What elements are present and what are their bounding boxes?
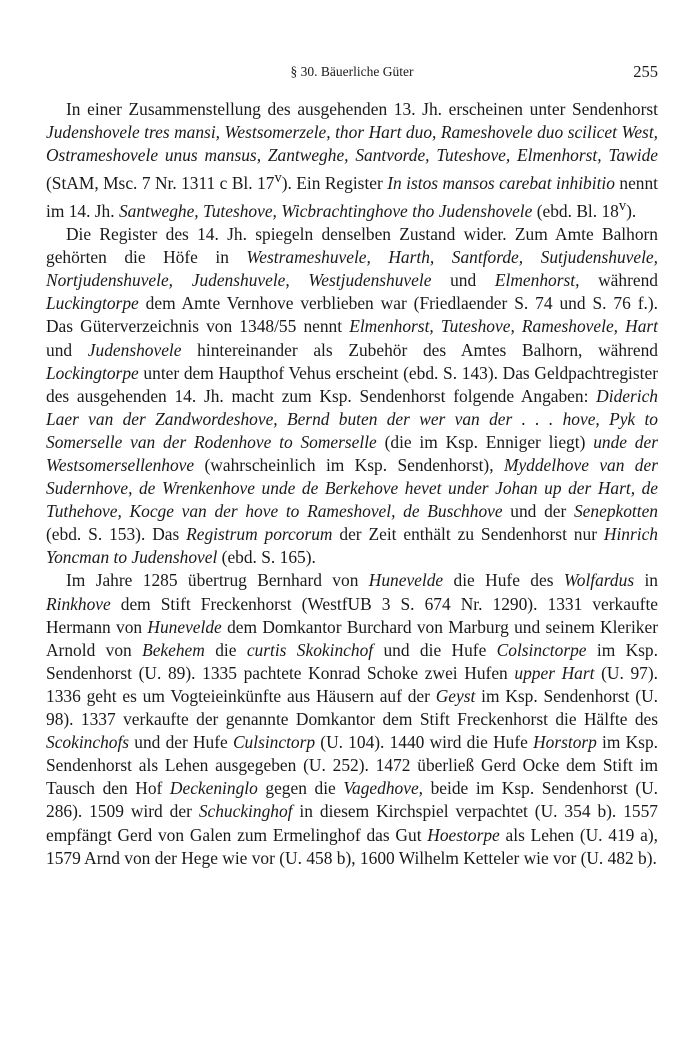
italic-term: Elmenhorst, Tuteshove, Rameshovele, Hart [349, 316, 658, 337]
superscript: v [618, 198, 627, 215]
italic-term: Westrameshuvele, Harth, Santforde, Sutjudenshuvele, Nortjudenshuvele, Judenshuvele, Westjudenshuvele [46, 247, 658, 291]
text-run: (StAM, Msc. 7 Nr. 1311 c Bl. 17 [46, 173, 275, 194]
superscript: v [274, 170, 282, 187]
italic-term: Hinrich Yoncman to Judenshovel [46, 524, 658, 568]
paragraph-2 [46, 223, 658, 569]
italic-term: Colsinctorpe [496, 639, 587, 660]
italic-term: Hoestorpe [427, 824, 500, 845]
text-run: und die Hufe [373, 639, 497, 660]
italic-term: Judenshovele tres mansi, Westsomerzele, thor Hart duo, Rameshovele duo scilicet West, Ostrameshovele unus mansus, Zantweghe, Santvorde, Tuteshove, Elmenhorst, Tawide [46, 122, 658, 166]
italic-term: Hunevelde [368, 570, 444, 591]
text-run: in diesem Kirchspiel verpachtet (U. 354 b). 1557 empfängt Gerd von Galen zum Ermelinghof das Gut [46, 801, 658, 845]
text-run: nennt im 14. Jh. [46, 173, 659, 221]
paragraph-1 [46, 98, 658, 223]
italic-term: Culsinctorp [232, 732, 316, 753]
italic-term: Horstorp [533, 732, 597, 753]
text-run: beide im Ksp. Sendenhorst (U. 286). 1509 wird der [46, 778, 659, 822]
text-run: dem Domkantor Burchard von Marburg und seinem Kleriker Arnold von [46, 616, 658, 660]
italic-term: unde der Westsomersellenhove [46, 431, 658, 475]
text-run: und der [502, 501, 574, 522]
text-run: als Lehen (U. 419 a), 1579 Arnd von der Hege wie vor (U. 458 b), 1600 Wilhelm Ketteler wie vor (U. 482 b). [46, 824, 658, 868]
text-run: Im Jahre 1285 übertrug Bernhard von [66, 570, 369, 591]
text-run: in [634, 570, 658, 591]
text-run: unter dem Haupthof Vehus erscheint (ebd. S. 143). Das Geldpachtregister des ausgehenden 14. Jh. macht zum Ksp. Sendenhorst folgende Angaben: [46, 362, 658, 406]
text-run: In einer Zusammenstellung des ausgehenden 13. Jh. erscheinen unter Sendenhorst [66, 99, 658, 119]
italic-term: Schuckinghof [198, 801, 293, 822]
italic-term: Elmenhorst, [494, 270, 580, 291]
italic-term: Diderich Laer van der Zandwordeshove, Bernd buten der wer van der . . . hove, Pyk to Somerselle van der Rodenhove to Somerselle [46, 385, 658, 452]
text-run: im Ksp. Sendenhorst als Lehen ausgegeben (U. 252). 1472 überließ Gerd Ocke dem Stift im Tausch den Hof [46, 732, 658, 799]
text-run: hintereinander als Zubehör des Amtes Balhorn, während [181, 339, 658, 360]
page-number: 255 [633, 62, 658, 81]
italic-term: curtis Skokinchof [246, 639, 374, 660]
italic-term: In istos mansos carebat inhibitio [387, 173, 615, 194]
italic-term: Rinkhove [46, 593, 111, 614]
text-run: (wahrscheinlich im Ksp. Sendenhorst), [194, 455, 504, 475]
text-run: (die im Ksp. Enniger liegt) [376, 431, 594, 452]
paragraph-3 [46, 569, 658, 869]
italic-term: Santweghe, Tuteshove, Wicbrachtinghove tho Judenshovele [118, 200, 533, 221]
text-run: die Hufe des [443, 570, 564, 591]
italic-term: Vagedhove, [343, 778, 424, 799]
text-run: (U. 97). 1336 geht es um Vogteieinkünfte aus Häusern auf der [46, 662, 658, 706]
text-run: dem Stift Freckenhorst (WestfUB 3 S. 674 Nr. 1290). 1331 verkaufte Hermann von [46, 593, 658, 637]
italic-term: Geyst [435, 685, 476, 706]
italic-term: Registrum porcorum [186, 524, 333, 545]
text-run: Die Register des 14. Jh. spiegeln denselben Zustand wider. Zum Amte Balhorn gehörten die Höfe in [46, 224, 658, 268]
italic-term: upper Hart [514, 662, 595, 683]
text-run: (ebd. S. 153). Das [46, 524, 187, 545]
running-head: § 30. Bäuerliche Güter [290, 64, 414, 79]
text-run: im Ksp. Sendenhorst (U. 89). 1335 pachtete Konrad Schoke zwei Hufen [46, 639, 658, 683]
italic-term: Luckingtorpe [46, 293, 139, 314]
italic-term: Wolfardus [563, 570, 635, 591]
italic-term: Bekehem [142, 639, 205, 660]
text-run: und [431, 270, 495, 291]
text-run: ). Ein Register [281, 173, 388, 194]
italic-term: Senepkotten [573, 501, 658, 522]
italic-term: Hunevelde [147, 616, 222, 637]
text-run: (ebd. Bl. 18 [532, 200, 619, 221]
text-run: während [579, 270, 658, 291]
text-run: und der Hufe [129, 732, 233, 753]
body-text [46, 98, 658, 870]
italic-term: Judenshovele [87, 339, 182, 360]
book-page [46, 58, 658, 870]
text-run: gegen die [257, 778, 344, 799]
text-run: der Zeit enthält zu Sendenhorst nur [332, 524, 604, 545]
text-run: die [204, 639, 247, 660]
italic-term: Scokinchofs [46, 732, 130, 753]
page-header [46, 58, 658, 88]
text-run: (U. 104). 1440 wird die Hufe [315, 732, 534, 753]
italic-term: Myddelhove van der Sudernhove, de Wrenkenhove unde de Berkehove hevet under Johan up der Hart, de Tuthehove, Kocge van der hove to Rameshovel, de Buschhove [46, 455, 658, 522]
italic-term: Deckeninglo [169, 778, 258, 799]
text-run: (ebd. S. 165). [217, 547, 316, 568]
italic-term: Lockingtorpe [46, 362, 139, 383]
text-run: und [46, 339, 88, 360]
text-run: dem Amte Vernhove verblieben war (Friedlaender S. 74 und S. 76 f.). Das Güterverzeichnis von 1348/55 nennt [46, 293, 658, 337]
text-run: ). [626, 200, 637, 221]
text-run: im Ksp. Sendenhorst (U. 98). 1337 verkaufte der genannte Domkantor dem Stift Freckenhorst die Hälfte des [46, 685, 658, 730]
